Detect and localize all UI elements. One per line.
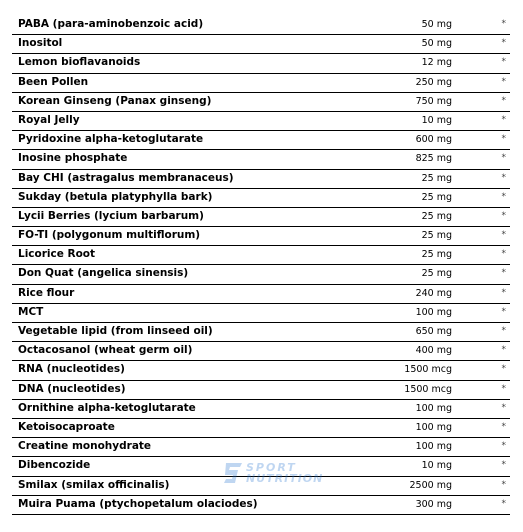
table-row — [12, 170, 510, 189]
daily-value-marker: * — [501, 383, 506, 394]
ingredient-amount: 100 mg — [415, 421, 452, 433]
table-row — [12, 189, 510, 208]
ingredient-amount: 750 mg — [415, 95, 452, 107]
ingredient-amount: 650 mg — [415, 326, 452, 337]
ingredient-amount: 300 mg — [415, 498, 452, 510]
daily-value-marker: * — [501, 249, 506, 260]
ingredient-name: Korean Ginseng (Panax ginseng) — [18, 94, 212, 107]
daily-value-marker: * — [501, 421, 506, 432]
table-row — [12, 381, 510, 400]
daily-value-marker: * — [501, 95, 506, 106]
table-row — [12, 112, 510, 131]
ingredient-name: Don Quat (angelica sinensis) — [18, 267, 189, 280]
table-row — [12, 74, 510, 93]
ingredient-name: Inosine phosphate — [18, 152, 128, 165]
daily-value-marker: * — [501, 460, 506, 471]
ingredient-name: PABA (para-aminobenzoic acid) — [18, 18, 204, 30]
ingredient-name: Ketoisocaproate — [18, 420, 115, 433]
table-row — [12, 150, 510, 169]
daily-value-marker: * — [501, 364, 506, 375]
table-row — [12, 496, 510, 515]
ingredient-name: Bay CHI (astragalus membranaceus) — [18, 171, 234, 184]
daily-value-marker: * — [501, 498, 506, 509]
table-row — [12, 246, 510, 265]
daily-value-marker: * — [501, 479, 506, 490]
ingredient-amount: 25 mg — [421, 249, 452, 261]
ingredient-amount: 25 mg — [421, 268, 452, 280]
table-row — [12, 457, 510, 476]
watermark-line1: SPORT — [246, 461, 297, 474]
ingredient-name: Muira Puama (ptychopetalum olaciodes) — [18, 497, 258, 510]
ingredient-name: Creatine monohydrate — [18, 440, 152, 453]
table-row — [12, 285, 510, 304]
table-row — [12, 131, 510, 150]
ingredient-name: Licorice Root — [18, 248, 96, 261]
table-row — [12, 16, 510, 35]
table-row — [12, 419, 510, 438]
ingredient-name: RNA (nucleotides) — [18, 363, 125, 376]
ingredient-amount: 10 mg — [421, 114, 452, 126]
ingredient-amount: 2500 mg — [409, 479, 452, 491]
daily-value-marker: * — [501, 57, 506, 68]
ingredient-name: Lycii Berries (lycium barbarum) — [18, 209, 204, 222]
daily-value-marker: * — [501, 114, 506, 125]
daily-value-marker: * — [501, 326, 506, 336]
ingredient-name: Sukday (betula platyphylla bark) — [18, 190, 213, 203]
ingredient-amount: 600 mg — [415, 134, 452, 146]
ingredient-amount: 50 mg — [421, 38, 452, 50]
daily-value-marker: * — [501, 134, 506, 145]
daily-value-marker: * — [501, 38, 506, 49]
ingredient-name: DNA (nucleotides) — [18, 382, 126, 395]
ingredient-amount: 100 mg — [415, 402, 452, 414]
table-row — [12, 265, 510, 284]
ingredient-name: Vegetable lipid (from linseed oil) — [18, 325, 213, 337]
daily-value-marker: * — [501, 210, 506, 221]
ingredient-amount: 25 mg — [421, 230, 452, 242]
ingredient-amount: 12 mg — [421, 57, 452, 69]
ingredient-amount: 25 mg — [421, 172, 452, 184]
ingredient-amount: 10 mg — [421, 460, 452, 472]
ingredient-amount: 100 mg — [415, 306, 452, 318]
table-row — [12, 227, 510, 246]
daily-value-marker: * — [501, 230, 506, 241]
ingredient-name: Rice flour — [18, 286, 75, 299]
daily-value-marker: * — [501, 345, 506, 356]
daily-value-marker: * — [501, 153, 506, 164]
daily-value-marker: * — [501, 287, 506, 298]
table-row — [12, 93, 510, 112]
table-row — [12, 54, 510, 73]
ingredient-name: FO-TI (polygonum multiflorum) — [18, 229, 201, 242]
ingredient-amount: 50 mg — [421, 19, 452, 30]
daily-value-marker: * — [501, 441, 506, 452]
table-row — [12, 323, 510, 342]
ingredient-amount: 1500 mcg — [404, 364, 452, 376]
ingredient-name: Dibencozide — [18, 459, 91, 472]
ingredient-name: MCT — [18, 305, 44, 318]
table-row — [12, 438, 510, 457]
ingredient-name: Octacosanol (wheat germ oil) — [18, 344, 193, 357]
daily-value-marker: * — [501, 191, 506, 202]
table-row — [12, 35, 510, 54]
daily-value-marker: * — [501, 402, 506, 413]
ingredient-amount: 400 mg — [415, 345, 452, 357]
ingredient-amount: 25 mg — [421, 191, 452, 203]
table-row — [12, 304, 510, 323]
daily-value-marker: * — [501, 172, 506, 183]
daily-value-marker: * — [501, 268, 506, 279]
ingredient-amount: 825 mg — [415, 153, 452, 165]
ingredient-amount: 240 mg — [415, 287, 452, 299]
ingredient-name: Inositol — [18, 37, 63, 50]
daily-value-marker: * — [501, 306, 506, 317]
table-row — [12, 342, 510, 361]
table-row — [12, 208, 510, 227]
table-row — [12, 400, 510, 419]
ingredient-name: Smilax (smilax officinalis) — [18, 478, 170, 491]
ingredient-amount: 100 mg — [415, 441, 452, 453]
ingredient-name: Lemon bioflavanoids — [18, 56, 141, 69]
watermark-line2: NUTRITION — [246, 472, 324, 485]
ingredients-table — [12, 16, 510, 515]
ingredient-name: Pyridoxine alpha-ketoglutarate — [18, 133, 204, 146]
table-row — [12, 361, 510, 380]
ingredient-amount: 25 mg — [421, 210, 452, 222]
ingredient-name: Ornithine alpha-ketoglutarate — [18, 401, 196, 414]
daily-value-marker: * — [501, 19, 506, 29]
ingredient-name: Been Pollen — [18, 75, 89, 88]
ingredient-amount: 1500 mcg — [404, 383, 452, 395]
daily-value-marker: * — [501, 76, 506, 87]
ingredient-amount: 250 mg — [415, 76, 452, 88]
table-row — [12, 477, 510, 496]
ingredient-name: Royal Jelly — [18, 113, 80, 126]
